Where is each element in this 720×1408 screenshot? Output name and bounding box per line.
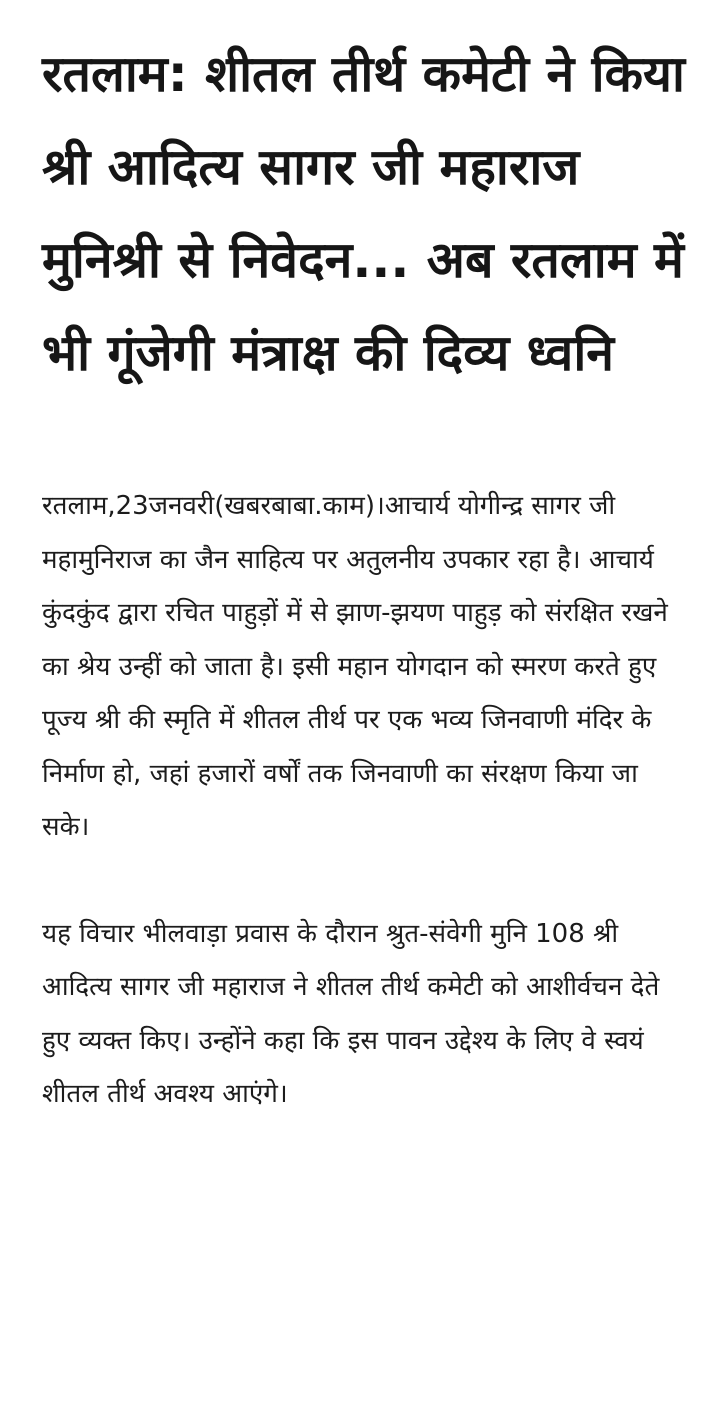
- news-article: [42, 28, 692, 1122]
- article-paragraph-2: यह विचार भीलवाड़ा प्रवास के दौरान श्रुत-संवेगी मुनि 108 श्री आदित्य सागर जी महाराज ने शीतल तीर्थ कमेटी को आशीर्वचन देते हुए व्यक्त किए। उन्होंने कहा कि इस पावन उद्देश्य के लिए वे स्वयं शीतल तीर्थ अवश्य आएंगे।: [42, 918, 660, 1109]
- article-headline: रतलाम: शीतल तीर्थ कमेटी ने किया श्री आदित्य सागर जी महाराज मुनिश्री से निवेदन... अब रतलाम में भी गूंजेगी मंत्राक्ष की दिव्य ध्वनि: [42, 45, 685, 382]
- article-paragraph-1: रतलाम,23जनवरी(खबरबाबा.काम)।आचार्य योगीन्द्र सागर जी महामुनिराज का जैन साहित्य पर अतुलनीय उपकार रहा है। आचार्य कुंदकुंद द्वारा रचित पाहुड़ों में से झाण-झयण पाहुड़ को संरक्षित रखने का श्रेय उन्हीं को जाता है। इसी महान योगदान को स्मरण करते हुए पूज्य श्री की स्मृति में शीतल तीर्थ पर एक भव्य जिनवाणी मंदिर के निर्माण हो, जहां हजारों वर्षों तक जिनवाणी का संरक्षण किया जा सके।: [42, 491, 668, 842]
